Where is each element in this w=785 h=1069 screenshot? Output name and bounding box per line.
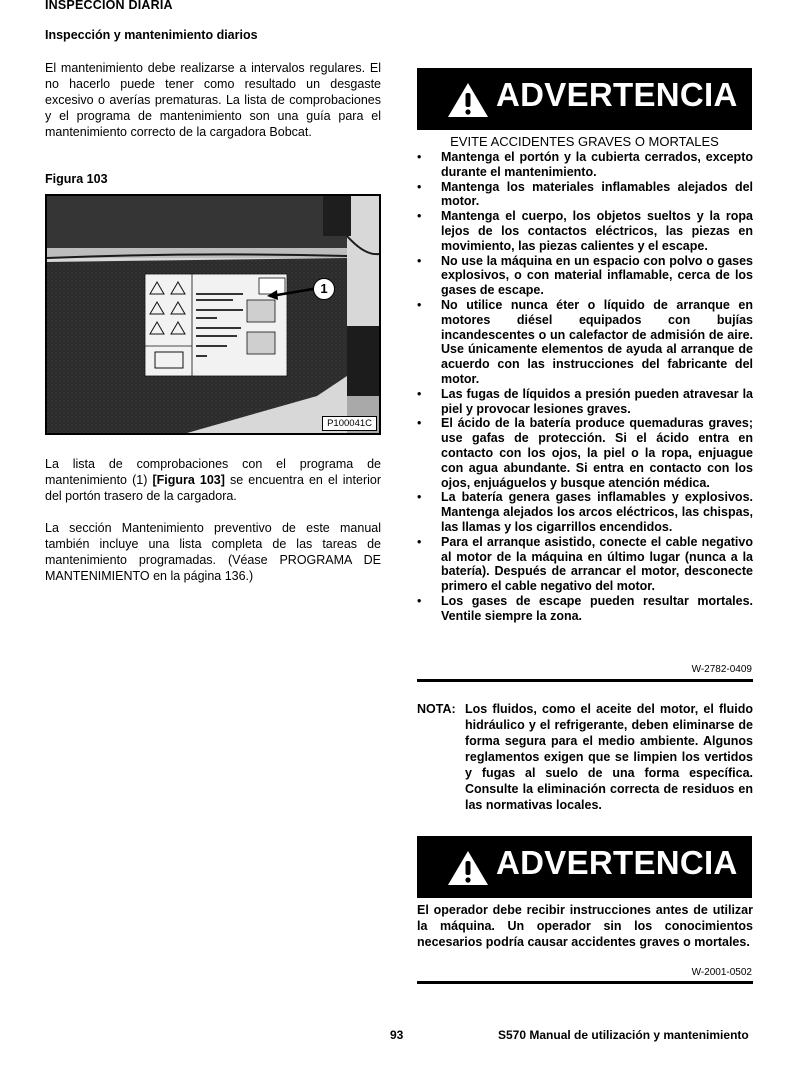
figure-photo <box>45 194 381 435</box>
subsection-title: Inspección y mantenimiento diarios <box>45 28 258 42</box>
warning-bullet-list <box>417 150 753 624</box>
paragraph-text: se encuentra en el interior del portón trasero de la cargadora. <box>45 473 381 503</box>
bullet-icon: • <box>417 209 422 224</box>
warning-list-item-text: Mantenga los materiales inflamables alejados del motor. <box>441 179 753 209</box>
paragraph-text: La lista de comprobaciones con el programa de mantenimiento (1) <box>45 457 381 487</box>
warning-list-item <box>417 387 753 417</box>
warning-code: W-2001-0502 <box>691 967 752 978</box>
bullet-icon: • <box>417 534 422 549</box>
warning-list-item <box>417 490 753 534</box>
callout-number: 1 <box>313 278 335 300</box>
bullet-icon: • <box>417 416 422 431</box>
warning-list-item-text: Mantenga el cuerpo, los objetos sueltos y la ropa lejos de los contactos eléctricos, las piezas en movimiento, las piezas calientes y el escape. <box>441 209 753 253</box>
photo-id: P100041C <box>322 416 377 431</box>
figure-label: Figura 103 <box>45 172 108 186</box>
warning-list-item-text: No use la máquina en un espacio con polvo o gases explosivos, o con material inflamable, cerca de los gases de escape. <box>441 253 753 298</box>
bullet-icon: • <box>417 179 422 194</box>
warning-triangle-icon <box>447 850 489 886</box>
warning-list-item-text: Mantenga el portón y la cubierta cerrados, excepto durante el mantenimiento. <box>441 150 753 179</box>
warning-header <box>417 68 752 130</box>
warning-list-item <box>417 416 753 490</box>
paragraph-maintenance-section: La sección Mantenimiento preventivo de este manual también incluye una lista completa de las tareas de mantenimiento programadas. (Véase PROGRAMA DE MANTENIMIENTO en la página 136.) <box>45 521 381 583</box>
warning-list-item-text: Los gases de escape pueden resultar mortales. Ventile siempre la zona. <box>441 593 753 623</box>
divider-rule <box>417 981 753 984</box>
maintenance-decal <box>145 274 287 376</box>
warning-header-2 <box>417 836 752 898</box>
warning-triangle-icon <box>447 82 489 118</box>
bullet-icon: • <box>417 150 422 164</box>
warning-list-item <box>417 209 753 253</box>
divider-rule <box>417 679 753 682</box>
bullet-icon: • <box>417 297 422 312</box>
page-number: 93 <box>390 1028 404 1042</box>
manual-title: S570 Manual de utilización y mantenimiento <box>498 1028 749 1042</box>
bullet-icon: • <box>417 593 422 608</box>
warning-list-item <box>417 180 753 210</box>
warning-list-item-text: Para el arranque asistido, conecte el cable negativo al motor de la máquina en último lugar (nunca a la batería). Después de arrancar el motor, desconecte primero el cable negativo del motor. <box>441 534 753 594</box>
section-title: INSPECCION DIARIA <box>45 0 173 12</box>
note-text: Los fluidos, como el aceite del motor, el fluido hidráulico y el refrigerante, deben eliminarse de forma segura para el medio ambiente. Algunos reglamentos exigen que se limpien los vertidos y fugas al suelo de una forma específica. Consulte la eliminación correcta de residuos en las normativas locales. <box>465 702 753 812</box>
warning-code: W-2782-0409 <box>691 664 752 675</box>
warning-list-item-text: El ácido de la batería produce quemaduras graves; use gafas de protección. Si el ácido entra en contacto con los ojos, la piel o la ropa, enjuague con agua abundante. Si entra en contacto con los ojos, enjuáguelos y busque atención médica. <box>441 416 753 490</box>
tailgate-photo <box>47 196 379 433</box>
bullet-icon: • <box>417 253 422 268</box>
warning-list-item <box>417 535 753 594</box>
warning-subheading: EVITE ACCIDENTES GRAVES O MORTALES <box>450 134 719 149</box>
intro-paragraph: El mantenimiento debe realizarse a intervalos regulares. El no hacerlo puede tener como resultado un desgaste excesivo o averías prematuras. La lista de comprobaciones y el programa de mantenimiento son una guía para el mantenimiento correcto de la cargadora Bobcat. <box>45 61 381 139</box>
warning-title: ADVERTENCIA <box>496 76 738 113</box>
bullet-icon: • <box>417 386 422 401</box>
warning-list-item-text: No utilice nunca éter o líquido de arranque en motores diésel equipados con bujías incandescentes o un calefactor de admisión de aire. Use únicamente elementos de ayuda al arranque de acuerdo con las instrucciones del fabricante del motor. <box>441 297 753 386</box>
warning-list-item-text: La batería genera gases inflamables y explosivos. Mantenga alejados los arcos eléctricos, las chispas, las llamas y los cigarrillos encendidos. <box>441 490 753 534</box>
warning-list-item <box>417 150 753 180</box>
warning-title: ADVERTENCIA <box>496 844 738 881</box>
figure-reference-link[interactable]: [Figura 103] <box>152 473 225 487</box>
warning-list-item <box>417 594 753 624</box>
paragraph-checklist-location <box>45 456 381 504</box>
warning-list-item-text: Las fugas de líquidos a presión pueden atravesar la piel y provocar lesiones graves. <box>441 386 753 416</box>
warning-list-item <box>417 254 753 298</box>
note-label: NOTA: <box>417 702 456 716</box>
warning-list-item <box>417 298 753 387</box>
bullet-icon: • <box>417 490 422 505</box>
warning-text: El operador debe recibir instrucciones antes de utilizar la máquina. Un operador sin los conocimientos necesarios podría causar accidentes graves o mortales. <box>417 903 753 949</box>
